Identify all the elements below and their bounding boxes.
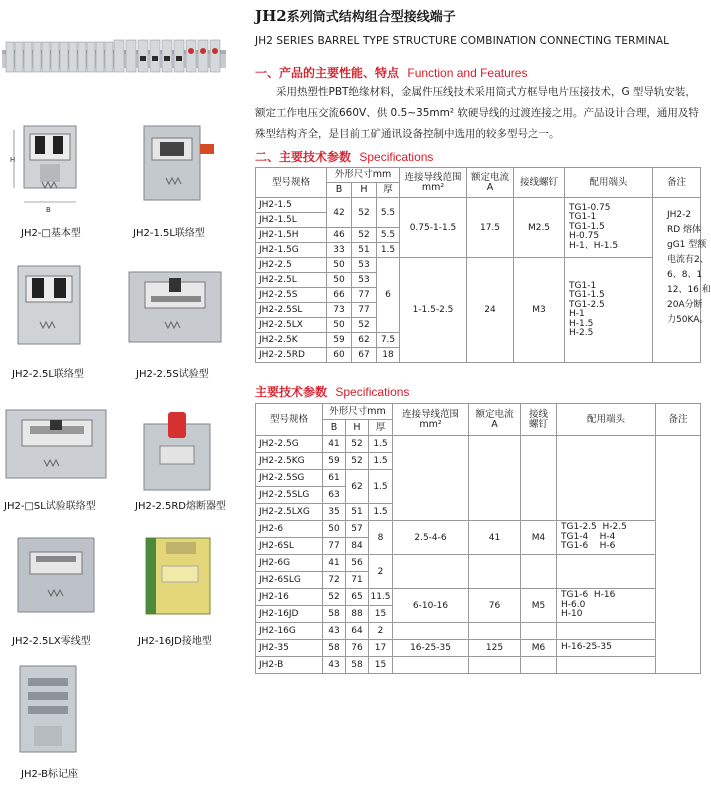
cell-h: 88	[346, 606, 369, 623]
cell-thick: 17	[369, 640, 393, 657]
cell-wire-range-empty	[393, 657, 469, 674]
cell-screw-empty	[521, 657, 557, 674]
cell-current-empty	[469, 436, 521, 521]
terminal-2-5l-image	[10, 262, 90, 352]
cell-h: 51	[352, 243, 377, 258]
header-note: 备注	[656, 404, 701, 436]
cell-note: JH2-2 RD 熔体 gG1 型额 电流有2、 6、8、1 12、16 和 20A分断 力50KA。	[653, 198, 701, 363]
cell-wire-range: 0.75-1-1.5	[400, 198, 467, 258]
cell-wire-range: 1-1.5-2.5	[400, 258, 467, 363]
cell-thick: 1.5	[369, 453, 393, 470]
product-caption-basic: JH2-□基本型	[21, 228, 81, 239]
terminal-rail-image	[0, 38, 228, 80]
cell-terminal: H-16-25-35	[557, 640, 656, 657]
header-thick: 厚	[369, 420, 393, 436]
cell-b: 43	[323, 623, 346, 640]
cell-thick: 1.5	[369, 470, 393, 504]
section-specs2-en: Specifications	[335, 385, 410, 399]
table-row-model: JH2-1.5G	[256, 243, 327, 258]
cell-b: 59	[323, 453, 346, 470]
header-wire-range: 连接导线范围 mm²	[400, 168, 467, 198]
section-features-cn: 一、产品的主要性能、特点	[255, 66, 400, 80]
cell-thick: 8	[369, 521, 393, 555]
header-current: 额定电流 A	[467, 168, 514, 198]
header-thick: 厚	[377, 183, 400, 198]
cell-b: 46	[327, 228, 352, 243]
cell-h: 62	[352, 333, 377, 348]
section-features-en: Function and Features	[407, 66, 528, 80]
cell-terminal: TG1-0.75 TG1-1 TG1-1.5 H-0.75 H-1、H-1.5	[565, 198, 653, 258]
terminal-lx-image	[12, 532, 102, 618]
header-h: H	[352, 183, 377, 198]
cell-screw: M4	[521, 521, 557, 555]
cell-note-empty	[656, 436, 701, 674]
cell-b: 33	[327, 243, 352, 258]
table-row-model: JH2-2.5G	[256, 436, 323, 453]
table-row-model: JH2-2.5RD	[256, 348, 327, 363]
cell-thick: 11.5	[369, 589, 393, 606]
terminal-basic-image	[8, 118, 88, 218]
cell-wire-range-empty	[393, 436, 469, 521]
section-specs2-cn: 主要技术参数	[255, 385, 328, 399]
product-basic-type	[8, 118, 88, 218]
product-caption-2-5s: JH2-2.5S试验型	[136, 369, 209, 380]
cell-terminal-empty	[557, 555, 656, 589]
product-caption-sl: JH2-□SL试验联络型	[4, 501, 96, 512]
product-1-5l-link-type	[132, 120, 222, 210]
table-row-model: JH2-6SLG	[256, 572, 323, 589]
header-b: B	[327, 183, 352, 198]
cell-thick: 1.5	[369, 436, 393, 453]
cell-b: 60	[327, 348, 352, 363]
marker-seat-image	[12, 662, 88, 758]
cell-h: 62	[346, 470, 369, 504]
table-row-model: JH2-2.5SLG	[256, 487, 323, 504]
cell-h: 77	[352, 288, 377, 303]
table-row-model: JH2-2.5LXG	[256, 504, 323, 521]
cell-current: 76	[469, 589, 521, 623]
cell-b: 50	[323, 521, 346, 538]
cell-thick: 15	[369, 606, 393, 623]
table-row-model: JH2-B	[256, 657, 323, 674]
cell-b: 52	[323, 589, 346, 606]
table-row-model: JH2-1.5H	[256, 228, 327, 243]
cell-current-empty	[469, 555, 521, 589]
header-note: 备注	[653, 168, 701, 198]
cell-thick: 15	[369, 657, 393, 674]
product-sl-test-link-type	[2, 398, 112, 488]
terminal-rd-image	[138, 410, 218, 494]
cell-thick: 5.5	[377, 198, 400, 228]
header-current: 额定电流 A	[469, 404, 521, 436]
cell-screw-empty	[521, 623, 557, 640]
terminal-jd-image	[140, 532, 220, 618]
cell-screw-empty	[521, 555, 557, 589]
section-specs-heading	[255, 148, 433, 165]
product-b-marker-seat	[12, 662, 88, 758]
table-row-model: JH2-6G	[256, 555, 323, 572]
table-row-model: JH2-16JD	[256, 606, 323, 623]
table-row-model: JH2-6SL	[256, 538, 323, 555]
cell-terminal-empty	[557, 623, 656, 640]
cell-terminal-empty	[557, 436, 656, 521]
cell-b: 77	[323, 538, 346, 555]
table-row-model: JH2-6	[256, 521, 323, 538]
table-row-model: JH2-35	[256, 640, 323, 657]
cell-wire-range-empty	[393, 555, 469, 589]
cell-thick: 2	[369, 623, 393, 640]
section-specs-en: Specifications	[359, 150, 434, 164]
cell-h: 67	[352, 348, 377, 363]
cell-b: 41	[323, 555, 346, 572]
cell-b: 63	[323, 487, 346, 504]
table-row-model: JH2-2.5SL	[256, 303, 327, 318]
cell-h: 52	[346, 453, 369, 470]
cell-h: 52	[352, 198, 377, 228]
cell-h: 53	[352, 258, 377, 273]
cell-h: 52	[352, 318, 377, 333]
cell-h: 64	[346, 623, 369, 640]
cell-thick: 5.5	[377, 228, 400, 243]
section-specs2-heading	[255, 383, 409, 400]
cell-thick: 6	[377, 258, 400, 333]
cell-thick: 7.5	[377, 333, 400, 348]
terminal-1-5l-image	[132, 120, 222, 210]
cell-h: 76	[346, 640, 369, 657]
cell-thick: 2	[369, 555, 393, 589]
table-row-model: JH2-2.5SG	[256, 470, 323, 487]
product-caption-lx: JH2-2.5LX零线型	[12, 636, 91, 647]
header-wire-range: 连接导线范围 mm²	[393, 404, 469, 436]
cell-b: 72	[323, 572, 346, 589]
table-row-model: JH2-2.5KG	[256, 453, 323, 470]
table-row-model: JH2-2.5	[256, 258, 327, 273]
header-h: H	[346, 420, 369, 436]
dimension-h-label: H	[10, 156, 16, 164]
header-screw: 接线 螺钉	[521, 404, 557, 436]
features-paragraph: 采用热塑性PBT绝缘材料，金属件压线技术采用筒式方框导电片压接技术，G 型导轨安装，额定工作电压交流660V、供 0.5~35mm² 软硬导线的过渡连接之用。产品设计合理，通用及特殊型结构齐全，是目前工矿通讯设备控制中选用的较多型号之一。	[255, 86, 699, 140]
header-screw: 接线螺钉	[514, 168, 565, 198]
cell-b: 61	[323, 470, 346, 487]
cell-h: 77	[352, 303, 377, 318]
cell-h: 52	[352, 228, 377, 243]
section-features-heading	[255, 64, 527, 81]
cell-terminal: TG1-6 H-16 H-6.0 H-10	[557, 589, 656, 623]
cell-h: 52	[346, 436, 369, 453]
product-2-5l-link-type	[10, 262, 90, 352]
cell-h: 58	[346, 657, 369, 674]
cell-wire-range: 16-25-35	[393, 640, 469, 657]
table-row-model: JH2-2.5L	[256, 273, 327, 288]
dimension-b-label: B	[46, 206, 51, 214]
header-dims: 外形尺寸mm	[327, 168, 400, 183]
cell-current: 41	[469, 521, 521, 555]
product-caption-jd: JH2-16JD接地型	[138, 636, 212, 647]
product-caption-2-5l: JH2-2.5L联络型	[12, 369, 84, 380]
cell-wire-range: 2.5-4-6	[393, 521, 469, 555]
cell-thick: 1.5	[369, 504, 393, 521]
product-2-5s-test-type	[125, 262, 225, 352]
product-caption-rd: JH2-2.5RD熔断器型	[135, 501, 226, 512]
cell-h: 65	[346, 589, 369, 606]
header-b: B	[323, 420, 346, 436]
cell-b: 41	[323, 436, 346, 453]
product-caption-b: JH2-B标记座	[21, 769, 78, 780]
header-model: 型号规格	[256, 404, 323, 436]
cell-terminal: TG1-1 TG1-1.5 TG1-2.5 H-1 H-1.5 H-2.5	[565, 258, 653, 363]
title-model: JH2	[255, 7, 287, 25]
cell-thick: 18	[377, 348, 400, 363]
cell-screw: M3	[514, 258, 565, 363]
cell-b: 50	[327, 273, 352, 288]
spec-table-2	[255, 403, 701, 674]
cell-b: 73	[327, 303, 352, 318]
cell-screw: M5	[521, 589, 557, 623]
title-cn: 系列筒式结构组合型接线端子	[286, 10, 456, 25]
header-terminal: 配用端头	[565, 168, 653, 198]
cell-b: 42	[327, 198, 352, 228]
product-16jd-ground-type	[140, 532, 220, 618]
spec-table-1	[255, 167, 711, 363]
cell-b: 66	[327, 288, 352, 303]
cell-current: 17.5	[467, 198, 514, 258]
table-row-model: JH2-16	[256, 589, 323, 606]
cell-terminal-empty	[557, 657, 656, 674]
cell-terminal: TG1-2.5 H-2.5 TG1-4 H-4 TG1-6 H-6	[557, 521, 656, 555]
cell-h: 56	[346, 555, 369, 572]
table-row-model: JH2-16G	[256, 623, 323, 640]
cell-current-empty	[469, 623, 521, 640]
cell-screw: M6	[521, 640, 557, 657]
header-terminal: 配用端头	[557, 404, 656, 436]
cell-b: 58	[323, 606, 346, 623]
cell-h: 53	[352, 273, 377, 288]
cell-b: 50	[327, 318, 352, 333]
page-subtitle: JH2 SERIES BARREL TYPE STRUCTURE COMBINATION CONNECTING TERMINAL	[255, 35, 670, 47]
table-row-model: JH2-2.5K	[256, 333, 327, 348]
product-2-5rd-fuse-type	[138, 410, 218, 494]
cell-thick: 1.5	[377, 243, 400, 258]
cell-h: 57	[346, 521, 369, 538]
header-model: 型号规格	[256, 168, 327, 198]
cell-current: 24	[467, 258, 514, 363]
cell-h: 51	[346, 504, 369, 521]
cell-wire-range: 6-10-16	[393, 589, 469, 623]
cell-h: 71	[346, 572, 369, 589]
cell-b: 58	[323, 640, 346, 657]
cell-b: 59	[327, 333, 352, 348]
table-row-model: JH2-2.5S	[256, 288, 327, 303]
cell-b: 50	[327, 258, 352, 273]
cell-wire-range-empty	[393, 623, 469, 640]
section-specs-cn: 二、主要技术参数	[255, 150, 352, 164]
table-row-model: JH2-1.5	[256, 198, 327, 213]
table-row-model: JH2-2.5LX	[256, 318, 327, 333]
cell-h: 84	[346, 538, 369, 555]
cell-b: 35	[323, 504, 346, 521]
cell-current: 125	[469, 640, 521, 657]
table-row-model: JH2-1.5L	[256, 213, 327, 228]
product-2-5lx-neutral-type	[12, 532, 102, 618]
cell-b: 43	[323, 657, 346, 674]
terminal-sl-image	[2, 398, 112, 488]
cell-current-empty	[469, 657, 521, 674]
header-dims: 外形尺寸mm	[323, 404, 393, 420]
cell-screw-empty	[521, 436, 557, 521]
terminal-2-5s-image	[125, 262, 225, 352]
page-title	[255, 6, 456, 25]
product-caption-1-5l: JH2-1.5L联络型	[133, 228, 205, 239]
cell-screw: M2.5	[514, 198, 565, 258]
